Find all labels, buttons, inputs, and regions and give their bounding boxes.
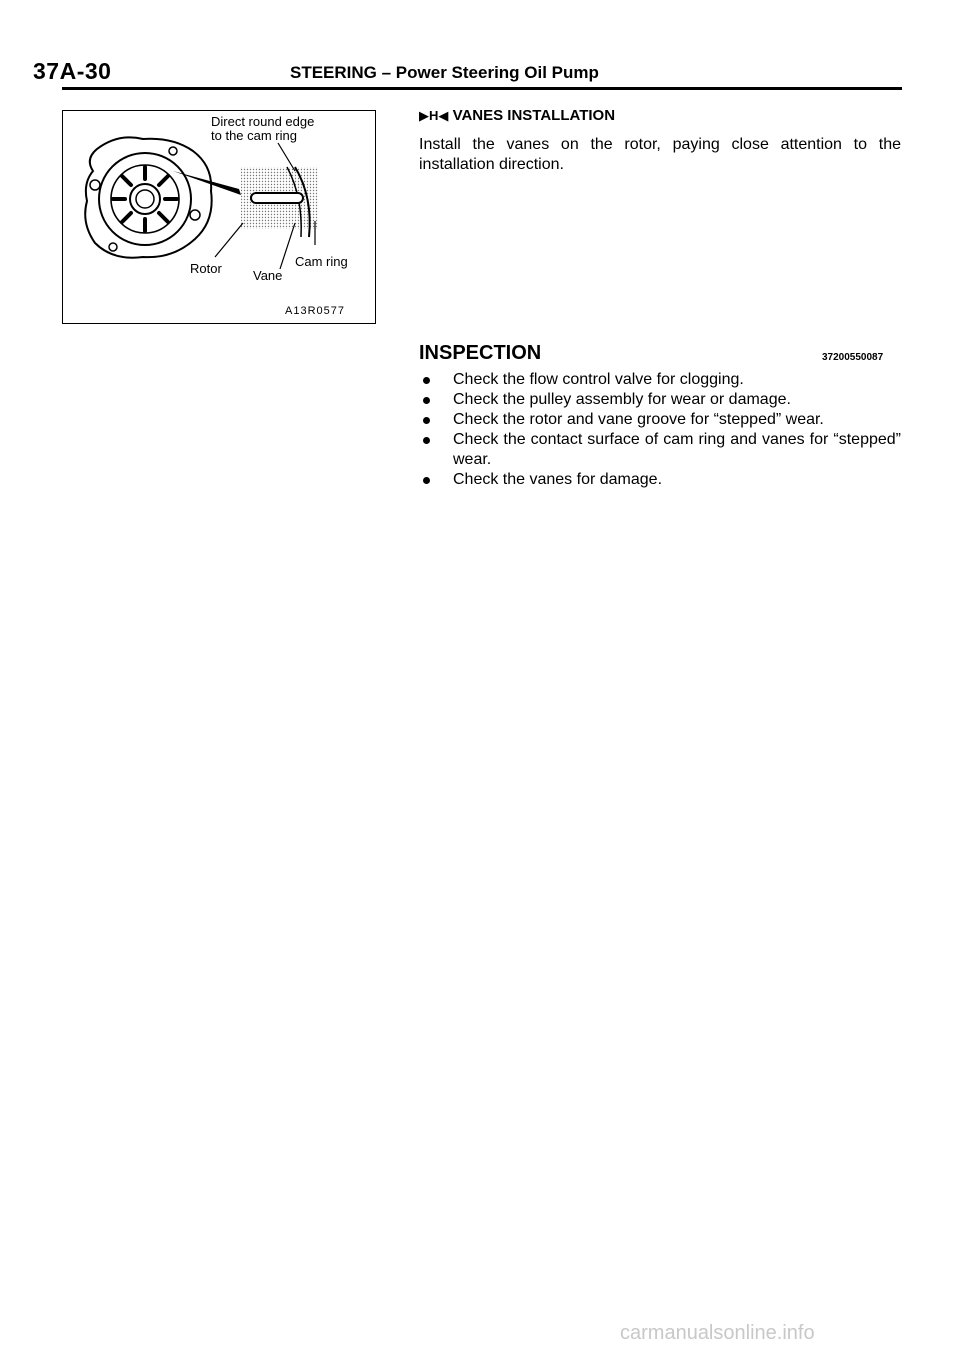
label-cam-ring: Cam ring <box>295 254 348 269</box>
bullet-icon <box>423 377 430 384</box>
vanes <box>113 167 177 231</box>
watermark: carmanualsonline.info <box>620 1322 815 1344</box>
inspection-code: 37200550087 <box>822 352 884 363</box>
vanes-installation-body: Install the vanes on the rotor, paying close attention to the installation direction. <box>419 136 901 173</box>
label-vane: Vane <box>253 268 283 283</box>
bullet-icon <box>423 477 430 484</box>
list-item-text: Check the contact surface of cam ring and vanes for “stepped” wear. <box>453 431 901 468</box>
list-item <box>419 410 901 430</box>
bullet-icon <box>423 437 430 444</box>
page-title: STEERING – Power Steering Oil Pump <box>290 63 599 82</box>
section-heading-text: VANES INSTALLATION <box>452 107 616 124</box>
list-item <box>419 470 901 490</box>
inspection-heading: INSPECTION <box>419 342 542 364</box>
callout-direct-round-edge <box>211 115 314 143</box>
list-item <box>419 370 901 390</box>
vanes-installation-heading <box>419 107 615 124</box>
label-rotor: Rotor <box>190 261 222 276</box>
list-item-text: Check the flow control valve for clogging. <box>453 371 744 388</box>
page-number: 37A-30 <box>33 58 112 84</box>
header-rule <box>62 87 902 90</box>
list-item-text: Check the rotor and vane groove for “stepped” wear. <box>453 411 824 428</box>
callout-line-1: Direct round edge <box>211 114 315 129</box>
rotor-hub <box>130 184 160 214</box>
list-item-text: Check the vanes for damage. <box>453 471 663 488</box>
list-item <box>419 430 901 470</box>
bullet-icon <box>423 397 430 404</box>
list-item <box>419 390 901 410</box>
pump-housing-outline <box>85 137 211 257</box>
bolt-holes <box>90 147 200 251</box>
service-marker: ▶H◀ <box>419 108 449 123</box>
vane-installation-figure <box>62 110 376 324</box>
figure-id: A13R0577 <box>285 305 345 317</box>
list-item-text: Check the pulley assembly for wear or damage. <box>453 391 791 408</box>
inspection-list <box>419 370 901 490</box>
bullet-icon <box>423 417 430 424</box>
vane-detail <box>251 193 303 203</box>
callout-line-2: to the cam ring <box>211 128 297 143</box>
